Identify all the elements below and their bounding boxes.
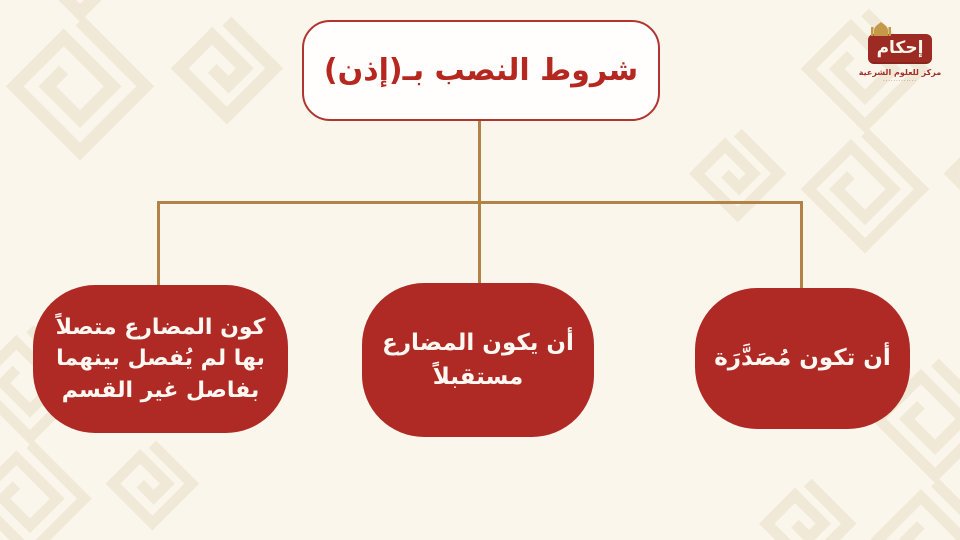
node-condition-mustaqbal <box>362 283 594 437</box>
node-condition-muttasil <box>33 285 288 433</box>
node-text-line: أن تكون مُصَدَّرَة <box>714 344 891 371</box>
connector-drop-right <box>800 201 803 288</box>
logo-tagline: مركز للعلوم الشرعية <box>858 68 942 77</box>
kufic-ornament-top-left <box>0 0 292 282</box>
logo-name: إحكام <box>876 38 924 58</box>
node-text-line: أن يكون المضارع <box>382 329 574 356</box>
connector-drop-middle <box>478 201 481 285</box>
page-title: شروط النصب بـ(إذن) <box>323 53 639 88</box>
node-condition-musaddara <box>695 288 910 429</box>
logo-badge <box>868 34 932 64</box>
logo-subline: ············· <box>883 78 917 84</box>
node-text-line: بها لم يُفصل بينهما <box>56 346 265 372</box>
connector-stem <box>478 120 481 203</box>
diagram-root-box <box>302 20 660 121</box>
node-text-line: كون المضارع متصلاً <box>55 315 266 341</box>
logo-badge-wrap <box>868 34 932 64</box>
connector-drop-left <box>157 201 160 287</box>
mosque-icon <box>870 22 892 36</box>
brand-logo <box>852 20 948 84</box>
node-text-line: مستقبلاً <box>432 364 524 390</box>
node-text-line: بفاصل غير القسم <box>61 377 260 403</box>
